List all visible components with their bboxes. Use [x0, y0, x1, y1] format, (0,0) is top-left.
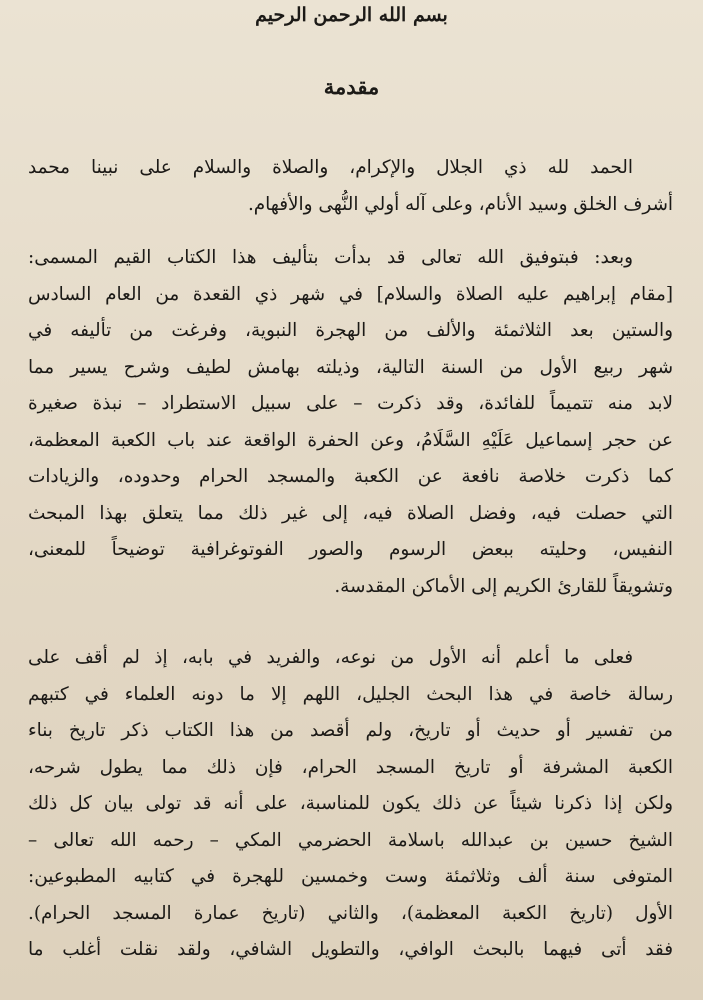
text-line: والستين بعد الثلاثمئة والألف من الهجرة النبوية، وفرغت من تأليفه في	[28, 320, 673, 341]
text-line: لابد منه تتميماً للفائدة، وقد ذكرت – على سبيل الاستطراد – نبذة صغيرة	[28, 393, 673, 414]
text-line: وبعد: فبتوفيق الله تعالى قد بدأت بتأليف هذا الكتاب القيم المسمى:	[28, 247, 633, 268]
text-line: الشيخ حسين بن عبدالله باسلامة الحضرمي المكي – رحمه الله تعالى –	[28, 829, 673, 851]
text-line: فعلى ما أعلم أنه الأول من نوعه، والفريد في بابه، إذ لم أقف على	[28, 647, 633, 668]
text-line: عن حجر إسماعيل عَلَيْهِ السَّلَامُ، وعن الحفرة الواقعة عند باب الكعبة المعظمة،	[28, 429, 673, 451]
text-line: كما ذكرت خلاصة نافعة عن الكعبة والمسجد الحرام وحدوده، والزيادات	[28, 466, 673, 487]
paragraph-2	[28, 240, 673, 605]
text-line: التي حصلت فيه، وفضل الصلاة فيه، إلى غير ذلك مما يتعلق بهذا المبحث	[28, 502, 673, 524]
text-line: وتشويقاً للقارئ الكريم إلى الأماكن المقدسة.	[334, 575, 673, 597]
text-line: الحمد لله ذي الجلال والإكرام، والصلاة والسلام على نبينا محمد	[28, 157, 633, 178]
text-line: أشرف الخلق وسيد الأنام، وعلى آله أولي النُّهى والأفهام.	[247, 193, 673, 215]
paragraph-3	[28, 640, 673, 969]
text-line: النفيس، وحليته ببعض الرسوم والصور الفوتوغرافية توضيحاً للمعنى،	[28, 539, 673, 560]
text-line: ولكن إذا ذكرنا شيئاً عن ذلك يكون للمناسبة، على أنه قد تولى بيان كل ذلك	[28, 793, 673, 814]
paragraph-1	[28, 150, 673, 223]
text-line: [مقام إبراهيم عليه الصلاة والسلام] في شهر ذي القعدة من العام السادس	[28, 283, 673, 305]
text-line: من تفسير أو حديث أو تاريخ، ولم أقصد من هذا الكتاب ذكر تاريخ بناء	[28, 720, 673, 741]
text-line: الأول (تاريخ الكعبة المعظمة)، والثاني (تاريخ عمارة المسجد الحرام).	[28, 902, 673, 924]
text-line: فقد أتى فيهما بالبحث الوافي، والتطويل الشافي، ولقد نقلت أغلب ما	[28, 939, 673, 960]
basmala-heading: بسم الله الرحمن الرحيم	[255, 4, 448, 26]
text-line: شهر ربيع الأول من السنة التالية، وذيلته بهامش لطيف وشرح يسير مما	[28, 356, 673, 378]
text-line: المتوفى سنة ألف وثلاثمئة وست وخمسين للهجرة في كتابيه المطبوعين:	[28, 866, 673, 887]
text-line: رسالة خاصة في هذا البحث الجليل، اللهم إلا ما دونه العلماء في كتبهم	[28, 683, 673, 705]
page-title: مقدمة	[323, 74, 380, 99]
text-line: الكعبة المشرفة أو تاريخ المسجد الحرام، فإن ذلك مما يطول شرحه،	[28, 756, 673, 778]
